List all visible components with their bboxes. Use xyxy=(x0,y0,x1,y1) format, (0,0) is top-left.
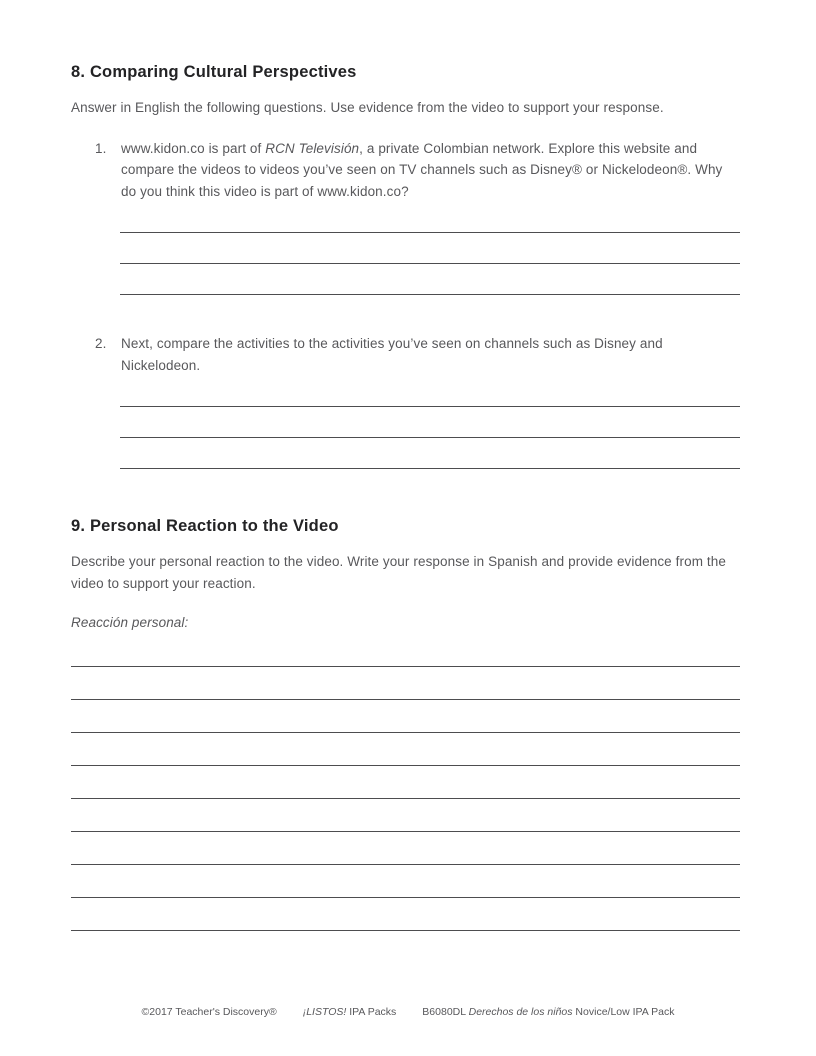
question-1-text-part1: www.kidon.co is part of xyxy=(121,140,266,156)
answer-line xyxy=(71,799,740,832)
reaction-label: Reacción personal: xyxy=(71,615,189,630)
question-1-text-part3: , a private Colombian network. Explore this website and compare the videos to videos you’ve seen on TV channels such as Disney® or Nickelodeon®. Why do you think this video is part of www.kidon.co? xyxy=(121,140,723,199)
footer-series-suffix: IPA Packs xyxy=(346,1006,397,1018)
question-2 xyxy=(95,333,740,376)
answer-line xyxy=(71,733,740,766)
question-2-answer-area xyxy=(120,376,740,469)
question-1 xyxy=(95,138,740,203)
question-1-text-italic: RCN Televisión xyxy=(265,140,360,156)
question-1-answer-area xyxy=(120,202,740,295)
footer-pack xyxy=(422,1006,674,1018)
answer-line xyxy=(120,407,740,438)
answer-line xyxy=(120,376,740,407)
question-2-text: Next, compare the activities to the activities you’ve seen on channels such as Disney and Nickelodeon. xyxy=(121,336,663,373)
page-footer xyxy=(0,1006,816,1018)
footer-series xyxy=(303,1006,397,1018)
answer-line xyxy=(120,202,740,233)
section-8 xyxy=(71,63,740,469)
question-2-number: 2. xyxy=(95,336,107,351)
section-8-intro: Answer in English the following questions. Use evidence from the video to support your response. xyxy=(71,100,664,115)
answer-line xyxy=(71,700,740,733)
footer-pack-code: B6080DL xyxy=(422,1006,469,1018)
footer-pack-title: Derechos de los niños xyxy=(468,1006,573,1018)
footer-series-name: ¡LISTOS! xyxy=(302,1006,347,1018)
answer-line xyxy=(71,766,740,799)
footer-copyright: ©2017 Teacher's Discovery® xyxy=(141,1006,277,1018)
answer-line xyxy=(71,634,740,667)
answer-line xyxy=(71,667,740,700)
section-9-title: 9. Personal Reaction to the Video xyxy=(71,517,339,535)
reaction-answer-area xyxy=(71,634,740,931)
question-1-text xyxy=(121,138,740,203)
section-8-title: 8. Comparing Cultural Perspectives xyxy=(71,63,357,81)
answer-line xyxy=(120,233,740,264)
question-1-number: 1. xyxy=(95,140,107,156)
section-9-intro: Describe your personal reaction to the video. Write your response in Spanish and provide evidence from the video to support your reaction. xyxy=(71,554,726,591)
answer-line xyxy=(120,264,740,295)
answer-line xyxy=(71,832,740,865)
section-9 xyxy=(71,517,740,931)
footer-pack-suffix: Novice/Low IPA Pack xyxy=(572,1006,675,1018)
answer-line xyxy=(120,438,740,469)
answer-line xyxy=(71,898,740,931)
answer-line xyxy=(71,865,740,898)
